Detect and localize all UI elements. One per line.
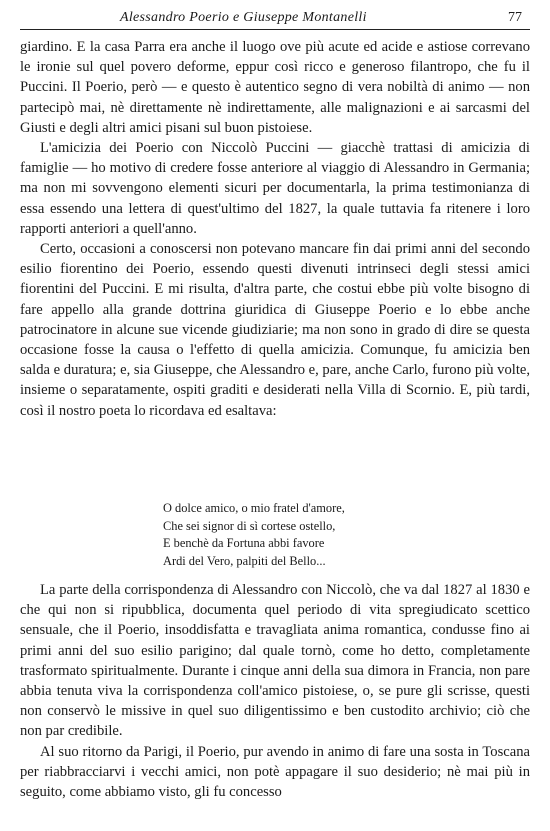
running-head xyxy=(0,8,550,30)
paragraph: Al suo ritorno da Parigi, il Poerio, pur avendo in animo di fare una sosta in Toscana per riabbracciarvi i vecchi amici, non potè appagare il suo desiderio; nè mai più in seguito, come abbiamo visto, gli fu concesso xyxy=(20,743,530,801)
body-text-top xyxy=(20,37,530,421)
verse-line: Ardi del Vero, palpiti del Bello... xyxy=(163,553,326,568)
running-title: Alessandro Poerio e Giuseppe Montanelli xyxy=(120,10,367,25)
paragraph: Certo, occasioni a conoscersi non potevano mancare fin dai primi anni del secondo esilio fiorentino dei Poerio, essendo questi divenuti intrinseci degli stessi amici fiorentini del Puccini. E mi risulta, d'altra parte, che costui ebbe più volte bisogno di fare appello alla grande dottrina giuridica di Giuseppe Poerio e lo ebbe anche patrocinatore in alcune sue vicende giudiziarie; ma non sono in grado di dire se questa occasione fosse la causa o l'effetto di quella amicizia. Comunque, fu amicizia ben salda e duratura; e, sia Giuseppe, che Alessandro e, pare, anche Carlo, furono più volte, insieme o separatamente, ospiti graditi e desiderati nella Villa di Scornio. E, più tardi, così il nostro poeta lo ricordava ed esaltava: xyxy=(20,241,530,419)
page-number: 77 xyxy=(508,10,522,25)
verse-line: E benchè da Fortuna abbi favore xyxy=(163,536,325,551)
header-rule xyxy=(20,29,530,30)
body-text-bottom xyxy=(20,580,530,802)
paragraph: La parte della corrispondenza di Alessandro con Niccolò, che va dal 1827 al 1830 e che qui non si ripubblica, documenta quel periodo di vita spregiudicato scettico sensuale, che il Poerio, insoddisfatta e travagliata anima romantica, condusse fino ai primi anni del suo esilio parigino; dal quale tornò, come ho detto, completamente trasformato spiritualmente. Durante i cinque anni della sua dimora in Francia, non pare abbia tenuta viva la corrispondenza coll'amico pistoiese, o, se pure gli scrisse, questi non conservò le missive in quel suo diligentissimo e ben custodito archivio; ciò che non par credibile. xyxy=(20,582,530,740)
verse-line: Che sei signor di sì cortese ostello, xyxy=(163,518,336,533)
paragraph: L'amicizia dei Poerio con Niccolò Puccini — giacchè trattasi di amicizia di famiglie — ho motivo di credere fosse anteriore al viaggio di Alessandro in Germania; ma non mi sovvengono elementi sicuri per documentarla, la prima testimonianza di essa essendo una lettera di quest'ultimo del 1827, la quale tuttavia fa ritenere i loro rapporti anteriori a quell'anno. xyxy=(20,140,530,237)
verse-quotation xyxy=(163,500,483,570)
paragraph: giardino. E la casa Parra era anche il luogo ove più acute ed acide e astiose correvano le ironie sul quel povero deforme, eppur così ricco e generoso filantropo, che fu il Puccini. Il Poerio, però — e questo è autentico segno di vera nobiltà di animo — non partecipò mai, nè direttamente nè indirettamente, alle malignazioni e ai sarcasmi del Giusti e degli altri amici pisani sul buon pistoiese. xyxy=(20,39,530,136)
verse-line: O dolce amico, o mio fratel d'amore, xyxy=(163,501,345,515)
